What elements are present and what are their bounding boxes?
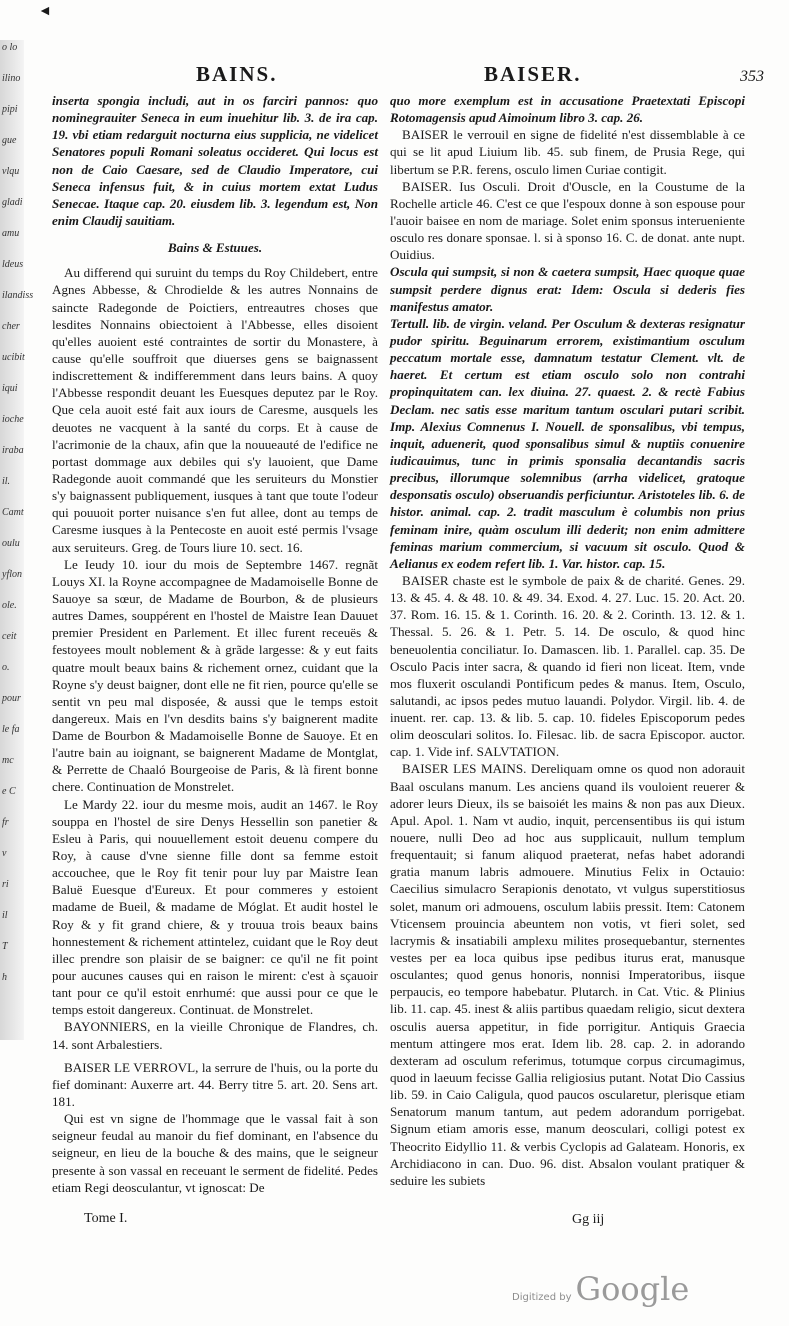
left-column-paragraph: BAYONNIERS, en la vieille Chronique de Flandres, ch. 14. sont Arbalestiers.: [52, 1019, 378, 1052]
volume-label: Tome I.: [84, 1211, 128, 1226]
gutter-fragment: ilandiss: [2, 290, 34, 301]
gutter-fragment: pour: [2, 693, 21, 704]
gutter-fragment: ri: [2, 879, 9, 890]
gutter-fragment: yflon: [2, 569, 22, 580]
gutter-fragment: fr: [2, 817, 9, 828]
left-column-paragraph: BAISER LE VERROVL, la serrure de l'huis, ou la porte du fief dominant: Auxerre art. 44. Berry titre 5. art. 20. Sens art. 181.: [52, 1059, 378, 1110]
gutter-fragment: amu: [2, 228, 20, 239]
gutter-fragment: ldeus: [2, 259, 24, 270]
gutter-fragment: ucibit: [2, 352, 25, 363]
gutter-fragment: gladi: [2, 197, 23, 208]
gutter-fragment: h: [2, 972, 7, 983]
left-column-paragraph: Au differend qui suruint du temps du Roy Childebert, entre Agnes Abbesse, & Chrodielde & les autres Nonnains de saincte Radegonde de Poictiers, entreautres choses que lesdites Nonnains obiectoient à l'Abbesse, elles disoient qu'elles auoient esté contraintes de sortir du Monastere, à cause qu'elle souffroit que diuerses gens se baignassent indiscrettement & indifferemment dans leurs bains. A quoy l'Abbesse respondit deuant les Euesques deputez par le Roy. Que cela auoit esté fait aux iours de Caresme, ausquels les deuotes ne vacquent à la santé du corps. Et à cause de l'acrimonie de la chaux, afin que la nouueauté de l'edifice ne portast dommage aux debiles qui s'y lauoient, que Dame Radegonde auoit commandé que les seruiteurs du Monstier s'y baignassent publiquement, iusques à tant que toute l'odeur qui pouuoit porter nuisance s'en fut allee, dont au temps de Caresme iusques à la Pentecoste en auoit esté permis l'vsage aux seruiteurs. Greg. de Tours liure 10. sect. 16.: [52, 265, 378, 555]
facing-page-gutter: [0, 40, 34, 1040]
right-column-paragraph: quo more exemplum est in accusatione Praetextati Episcopi Rotomagensis apud Aimoinum libro 3. cap. 26.: [390, 93, 745, 126]
gutter-fragment: e C: [2, 786, 16, 797]
gutter-fragment: T: [2, 941, 8, 952]
right-column-paragraph: Tertull. lib. de virgin. veland. Per Osculum & dexteras resignatur pudor spiritu. Beguinarum errorem, existimantium osculum peccatum mortale esse, damnatum testatur Clement. vlt. de haeret. Et certum est etiam osculo solo non contrahi propinquitatem can. lex diuina. 27. quaest. 2. & rectè Fabius Declam. nec satis esse maritum tantum osculari putari scribit. Imp. Alexius Comnenus I. Nouell. de sponsalibus, vbi tempus, inquit, aduenerit, quod sponsalibus simul & nuptiis conuenire iudicauimus, tunc in primis sponsalia decantandis sacris precibus, illorumque solemnibus (arrha videlicet, gratoque desponsatis osculo) obseruandis perficiuntur. Aristoteles lib. 6. de histor. animal. cap. 2. tradit masculum è columbis non prius feminam inire, quàm osculum illi dederit; non enim admittere feminas marium commercium, si vacuum sit osculo. Quod & Aelianus ex eodem refert lib. 1. Var. histor. cap. 15.: [390, 315, 745, 571]
left-column-paragraph: Le Mardy 22. iour du mesme mois, audit an 1467. le Roy souppa en l'hostel de sire Denys Hessellin son panetier & Esleu à Paris, qui nouuellement estoit deuenu compere du Roy, à cause d'vne sienne fille dont sa femme estoit accouchee, que le Roy fit tenir pour luy par Maistre Iean Baluë Euesque d'Eureux. Et pour commeres y estoient madame de Bueil, & madame de Móglat. Et audit hostel le Roy & y fit grand chiere, & y trouua trois beaux bains honnestement & richement attintelez, cuidant que le Roy deut illec prendre son plaisir de se baigner: ce qu'il ne fit point pour aucunes causes qui en raison le mirent: c'est à sçauoir tant pour ce qu'il estoit enrhumé: que aussi pour ce que le temps estoit dangereux. Continuat. de Monstrelet.: [52, 796, 378, 1018]
signature-mark: Gg iij: [572, 1212, 605, 1227]
gutter-fragment: il: [2, 910, 8, 921]
gutter-fragment: ilino: [2, 73, 21, 84]
gutter-fragment: iraba: [2, 445, 24, 456]
google-logo: Google: [575, 1270, 690, 1308]
gutter-fragment: le fa: [2, 724, 20, 735]
running-head-right: BAISER.: [484, 62, 582, 86]
gutter-fragment: ceit: [2, 631, 17, 642]
left-column: [52, 92, 378, 1196]
left-column-paragraph: Bains & Estuues.: [167, 240, 263, 256]
gutter-fragment: v: [2, 848, 7, 859]
gutter-fragment: Camt: [2, 507, 24, 518]
gutter-fragment: mc: [2, 755, 14, 766]
page-number: 353: [740, 68, 764, 85]
running-head-left: BAINS.: [196, 62, 278, 86]
gutter-fragment: oulu: [2, 538, 20, 549]
right-column-paragraph: Oscula qui sumpsit, si non & caetera sumpsit, Haec quoque quae sumpsit perdere dignus erat: Idem: Oscula si dederis fies manifestus amator.: [390, 264, 745, 314]
left-column-paragraph: Qui est vn signe de l'hommage que le vassal fait à son seigneur feudal au manoir du fief dominant, en l'absence du seigneur, en lieu de la bouche & des mains, que le seigneur presente à son vassal en receuant le serment de fidelité. Pedes etiam Regi deosculantur, vt ignoscat: De: [52, 1111, 378, 1195]
watermark-prefix: Digitized by: [512, 1292, 572, 1303]
digitized-watermark: [512, 1270, 689, 1308]
gutter-fragment: cher: [2, 321, 20, 332]
gutter-fragment: o.: [2, 662, 10, 673]
gutter-fragment: vlqu: [2, 166, 20, 177]
gutter-fragment: ole.: [2, 600, 17, 611]
right-column-paragraph: BAISER. Ius Osculi. Droit d'Ouscle, en la Coustume de la Rochelle article 46. C'est ce que l'espoux donne à son espouse pour l'auoir baisee en nom de mariage. Solet enim sponsus interueniente osculo res donare sponsae. l. si à sponso 16. C. de donat. ante nupt. Ouidius.: [390, 178, 745, 263]
left-column-paragraph: inserta spongia includi, aut in os farciri pannos: quo nominegrauiter Seneca in eum inuehitur lib. 3. de ira cap. 19. vbi etiam redarguit nocturna eius supplicia, ne videlicet Senatores populi Romani soleatus occideret. Qui locus est non de Caio Caesare, sed de Claudio Imperatore, cui Seneca infensus fuit, & in cuius mortem extat Ludus Senecae. Itaque cap. 20. eiusdem lib. 3. legendum est, Non enim Claudij sauitiam.: [52, 93, 378, 228]
right-column-paragraph: BAISER le verrouil en signe de fidelité n'est dissemblable à ce qui se lit apud Liuium lib. 45. sub finem, de Prusia Rege, qui libertum se P.R. ferens, osculo limen Curiae contigit.: [390, 127, 745, 177]
gutter-fragment: pipi: [2, 104, 18, 115]
right-column-paragraph: BAISER chaste est le symbole de paix & de charité. Genes. 29. 13. & 45. 4. & 48. 10. & 49. 34. Exod. 4. 27. Luc. 15. 20. Act. 20. 37. Rom. 16. 15. & 1. Corinth. 16. 20. & 2. Corinth. 13. 12. & 1. Thessal. 5. 26. & 1. Petr. 5. 14. De osculo, & quod hinc beneuolentia conciliatur. Io. Damascen. lib. 1. Parallel. cap. 35. De Osculo Pacis inter sacra, & quando id fieri non liceat. Item, vnde mos fluxerit osculandi Pontificum pedes & manus. Item, Osculo, salutandi, ac ipsos pedes mutuo lauandi. Polydor. Virgil. lib. 4. de inuent. rer. cap. 13. & lib. 5. cap. 10. fideles Episcoporum pedes olim deosculari solitos. Io. Filesac. lib. de sacra Episcopor. auctor. cap. 1. Vide inf. SALVTATION.: [390, 572, 745, 760]
gutter-fragment: ioche: [2, 414, 24, 425]
right-column-paragraph: BAISER LES MAINS. Dereliquam omne os quod non adorauit Baal osculans manum. Les anciens quand ils vouloient reuerer & adorer leurs Dieux, ils se baisoiét les mains & non pas aux Dieux. Apul. Apol. 1. Nam vt audio, inquit, percensentibus iis qui istum nouere, nulli Deo ad hoc aus supplicauit, nullum templum frequentauit; si fanum aliquod praeterat, nefas habet adorandi gratia manum labris admouere. Minutius Felix in Octauio: Caecilius simulacro Serapionis denotato, vt vulgus superstitiosus solet, manum ori admouens, osculum labiis pressit. Item: Catonem Vticensem prouincia abeuntem non votis, vt fieri solet, sed lacrymis & insatiabili amplexu milites prosequebantur, sternentes vestes per ea loca quibus ipse pedibus iturus erat, manusque osculantes; quod genus honoris, nonnisi Imperatoribus, iisque perpaucis, eo tempore habebatur. Plutarch. in Cat. Vtic. & Plinius lib. 11. cap. 45. inest & aliis partibus quaedam religio, sicut dextera osculis auersa appetitur, in fide porrigitur. Antiquis Graecia mentum attingere mos erat. Idem lib. 28. cap. 2. in adorando dexteram ad osculum referimus, totumque corpus circumagimus, quod in laeuum fecisse Gallia religiosius putant. Notat Dio Cassius lib. 59. in Caio Caligula, quod paucos oscularetur, plerisque etiam Senatorum manum tantum, aut pedem adorandum porrigebat. Signum etiam amoris esse, manum deosculari, colligi potest ex Theocrito Eidyllio 11. & verbis Cyclopis ad Galateam. Honoris, ex Archidiacono in can. Duo. 96. dist. Absalon voulant pratiquer & seduire les subiets: [390, 761, 745, 1188]
right-column: [390, 92, 745, 1189]
gutter-fragment: o lo: [2, 42, 18, 53]
corner-mark: ◄: [38, 4, 52, 19]
gutter-fragment: gue: [2, 135, 17, 146]
left-column-paragraph: Le Ieudy 10. iour du mois de Septembre 1467. regnãt Louys XI. la Royne accompagnee de Madamoiselle Bonne de Sauoye sa sœur, de Madame de Bourbon, & de plusieurs autres Dames, souppérent en l'hostel de Maistre Iean Dauuet premier President en Parlement. Et illec furent receuës & festoyees moult noblement & à grãde largesse: & y eut faits quatre moult beaux bains & richement ornez, cuidant que la Royne s'y deust baigner, dont elle ne fit rien, pource qu'elle se sentit vn peu mal disposée, & aussi que le temps estoit dangereux. Mais en l'vn desdits bains s'y baignerent madite Dame de Bourbon & Madamoiselle Bonne de Sauoye. Et en l'autre bain au ioignant, se baignerent Madame de Montglat, & Perrette de Chaaló Bourgeoise de Paris, & là firent bonne chere. Continuation de Monstrelet.: [52, 556, 378, 795]
gutter-fragment: iqui: [2, 383, 18, 394]
gutter-fragment: il.: [2, 476, 11, 487]
